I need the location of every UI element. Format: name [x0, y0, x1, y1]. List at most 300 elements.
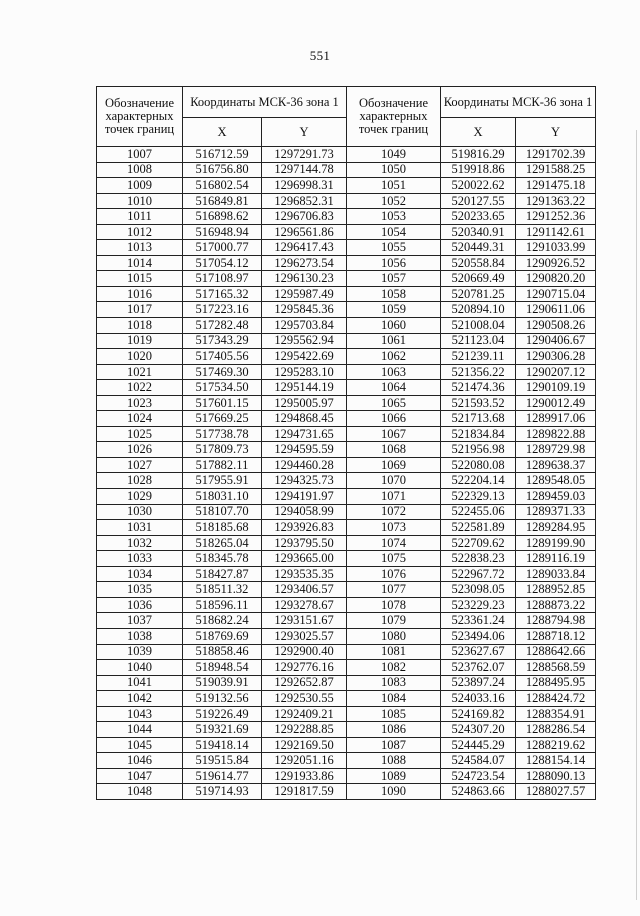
table-row — [347, 333, 596, 349]
x-coordinate-cell: 516849.81 — [183, 193, 262, 209]
point-number-cell: 1026 — [97, 442, 183, 458]
x-coordinate-cell: 521834.84 — [441, 426, 516, 442]
x-coordinate-cell: 519418.14 — [183, 737, 262, 753]
y-coordinate-cell: 1288794.98 — [516, 613, 596, 629]
x-coordinate-cell: 517469.30 — [183, 364, 262, 380]
point-number-cell: 1048 — [97, 784, 183, 800]
y-coordinate-cell: 1290508.26 — [516, 318, 596, 334]
table-row — [97, 286, 347, 302]
x-coordinate-cell: 517809.73 — [183, 442, 262, 458]
y-coordinate-cell: 1289917.06 — [516, 411, 596, 427]
point-number-cell: 1042 — [97, 691, 183, 707]
x-coordinate-cell: 524584.07 — [441, 753, 516, 769]
y-coordinate-cell: 1293926.83 — [262, 520, 347, 536]
x-coordinate-cell: 517738.78 — [183, 426, 262, 442]
table-row — [97, 473, 347, 489]
x-coordinate-cell: 517882.11 — [183, 457, 262, 473]
y-coordinate-cell: 1290207.12 — [516, 364, 596, 380]
point-number-cell: 1086 — [347, 722, 441, 738]
point-number-cell: 1037 — [97, 613, 183, 629]
point-number-cell: 1088 — [347, 753, 441, 769]
y-coordinate-cell: 1288354.91 — [516, 706, 596, 722]
table-row — [97, 691, 347, 707]
x-coordinate-cell: 519321.69 — [183, 722, 262, 738]
coordinates-table-right — [346, 86, 596, 800]
point-number-cell: 1051 — [347, 178, 441, 194]
point-number-cell: 1025 — [97, 426, 183, 442]
table-row — [97, 551, 347, 567]
y-coordinate-cell: 1291702.39 — [516, 147, 596, 163]
y-coordinate-cell: 1294325.73 — [262, 473, 347, 489]
y-coordinate-cell: 1288090.13 — [516, 768, 596, 784]
table-row — [347, 224, 596, 240]
point-number-cell: 1071 — [347, 489, 441, 505]
point-designation-header: Обозначение характерных точек границ — [97, 87, 183, 147]
table-row — [97, 333, 347, 349]
y-coordinate-cell: 1295005.97 — [262, 395, 347, 411]
table-row — [97, 784, 347, 800]
x-coordinate-cell: 522581.89 — [441, 520, 516, 536]
x-coordinate-cell: 520558.84 — [441, 255, 516, 271]
x-coordinate-cell: 517955.91 — [183, 473, 262, 489]
y-coordinate-cell: 1292776.16 — [262, 660, 347, 676]
x-coordinate-cell: 517343.29 — [183, 333, 262, 349]
point-number-cell: 1035 — [97, 582, 183, 598]
x-coordinate-cell: 518682.24 — [183, 613, 262, 629]
table-row — [97, 535, 347, 551]
point-number-cell: 1076 — [347, 566, 441, 582]
table-row — [347, 722, 596, 738]
x-coordinate-cell: 520022.62 — [441, 178, 516, 194]
table-row — [347, 364, 596, 380]
point-number-cell: 1075 — [347, 551, 441, 567]
y-coordinate-cell: 1295283.10 — [262, 364, 347, 380]
y-coordinate-cell: 1295987.49 — [262, 286, 347, 302]
point-number-cell: 1063 — [347, 364, 441, 380]
x-coordinate-cell: 524033.16 — [441, 691, 516, 707]
table-row — [347, 504, 596, 520]
scan-edge-line — [636, 130, 637, 900]
y-coordinate-cell: 1290820.20 — [516, 271, 596, 287]
table-row — [97, 753, 347, 769]
point-number-cell: 1090 — [347, 784, 441, 800]
y-coordinate-cell: 1291033.99 — [516, 240, 596, 256]
x-coordinate-cell: 524445.29 — [441, 737, 516, 753]
point-number-cell: 1012 — [97, 224, 183, 240]
point-number-cell: 1057 — [347, 271, 441, 287]
x-coordinate-cell: 520669.49 — [441, 271, 516, 287]
table-row — [97, 302, 347, 318]
point-number-cell: 1029 — [97, 489, 183, 505]
table-row — [347, 426, 596, 442]
x-coordinate-cell: 519132.56 — [183, 691, 262, 707]
point-number-cell: 1030 — [97, 504, 183, 520]
table-row — [97, 395, 347, 411]
y-coordinate-cell: 1289371.33 — [516, 504, 596, 520]
point-number-cell: 1053 — [347, 209, 441, 225]
table-row — [347, 457, 596, 473]
y-coordinate-cell: 1292051.16 — [262, 753, 347, 769]
table-row — [97, 426, 347, 442]
table-row — [347, 520, 596, 536]
y-coordinate-cell: 1289638.37 — [516, 457, 596, 473]
point-number-cell: 1069 — [347, 457, 441, 473]
coordinates-table-left — [96, 86, 347, 800]
y-coordinate-cell: 1288873.22 — [516, 597, 596, 613]
y-coordinate-cell: 1296130.23 — [262, 271, 347, 287]
y-coordinate-cell: 1290611.06 — [516, 302, 596, 318]
x-coordinate-cell: 519226.49 — [183, 706, 262, 722]
point-number-cell: 1044 — [97, 722, 183, 738]
y-coordinate-cell: 1296561.86 — [262, 224, 347, 240]
table-row — [347, 411, 596, 427]
x-coordinate-cell: 518185.68 — [183, 520, 262, 536]
y-coordinate-cell: 1289116.19 — [516, 551, 596, 567]
table-row — [97, 209, 347, 225]
x-coordinate-cell: 521356.22 — [441, 364, 516, 380]
y-coordinate-cell: 1295144.19 — [262, 380, 347, 396]
point-number-cell: 1060 — [347, 318, 441, 334]
x-coordinate-cell: 522838.23 — [441, 551, 516, 567]
table-row — [347, 147, 596, 163]
table-row — [97, 178, 347, 194]
y-coordinate-cell: 1289284.95 — [516, 520, 596, 536]
point-number-cell: 1084 — [347, 691, 441, 707]
x-coordinate-cell: 523762.07 — [441, 660, 516, 676]
table-row — [347, 271, 596, 287]
y-coordinate-cell: 1297291.73 — [262, 147, 347, 163]
x-coordinate-cell: 518948.54 — [183, 660, 262, 676]
point-number-cell: 1041 — [97, 675, 183, 691]
x-coordinate-cell: 520233.65 — [441, 209, 516, 225]
x-coordinate-cell: 523494.06 — [441, 628, 516, 644]
table-row — [347, 566, 596, 582]
table-row — [347, 691, 596, 707]
table-row — [97, 193, 347, 209]
point-number-cell: 1017 — [97, 302, 183, 318]
point-number-cell: 1073 — [347, 520, 441, 536]
x-coordinate-cell: 519039.91 — [183, 675, 262, 691]
x-coordinate-cell: 516898.62 — [183, 209, 262, 225]
y-coordinate-cell: 1295845.36 — [262, 302, 347, 318]
y-coordinate-cell: 1292530.55 — [262, 691, 347, 707]
y-coordinate-cell: 1288568.59 — [516, 660, 596, 676]
y-column-header: Y — [262, 118, 347, 147]
x-coordinate-cell: 517108.97 — [183, 271, 262, 287]
x-coordinate-cell: 518769.69 — [183, 628, 262, 644]
point-number-cell: 1018 — [97, 318, 183, 334]
y-coordinate-cell: 1295703.84 — [262, 318, 347, 334]
table-row — [97, 255, 347, 271]
point-number-cell: 1064 — [347, 380, 441, 396]
x-coordinate-cell: 518265.04 — [183, 535, 262, 551]
y-coordinate-cell: 1296706.83 — [262, 209, 347, 225]
x-coordinate-cell: 521956.98 — [441, 442, 516, 458]
x-coordinate-cell: 518511.32 — [183, 582, 262, 598]
table-row — [347, 489, 596, 505]
table-row — [347, 395, 596, 411]
table-row — [97, 240, 347, 256]
table-row — [97, 768, 347, 784]
x-coordinate-cell: 521123.04 — [441, 333, 516, 349]
y-coordinate-cell: 1291252.36 — [516, 209, 596, 225]
x-coordinate-cell: 519515.84 — [183, 753, 262, 769]
table-row — [347, 737, 596, 753]
point-number-cell: 1020 — [97, 349, 183, 365]
table-row — [347, 706, 596, 722]
table-row — [347, 535, 596, 551]
y-coordinate-cell: 1291817.59 — [262, 784, 347, 800]
table-row — [97, 349, 347, 365]
y-coordinate-cell: 1297144.78 — [262, 162, 347, 178]
point-designation-header: Обозначение характерных точек границ — [347, 87, 441, 147]
table-row — [347, 255, 596, 271]
point-number-cell: 1045 — [97, 737, 183, 753]
coordinate-system-header: Координаты МСК-36 зона 1 — [183, 87, 347, 118]
table-row — [97, 380, 347, 396]
point-number-cell: 1046 — [97, 753, 183, 769]
y-coordinate-cell: 1291588.25 — [516, 162, 596, 178]
table-row — [97, 271, 347, 287]
point-number-cell: 1085 — [347, 706, 441, 722]
point-number-cell: 1043 — [97, 706, 183, 722]
table-row — [347, 302, 596, 318]
y-coordinate-cell: 1296273.54 — [262, 255, 347, 271]
point-number-cell: 1077 — [347, 582, 441, 598]
y-coordinate-cell: 1289548.05 — [516, 473, 596, 489]
x-coordinate-cell: 520340.91 — [441, 224, 516, 240]
table-row — [347, 380, 596, 396]
point-number-cell: 1049 — [347, 147, 441, 163]
table-row — [347, 209, 596, 225]
x-coordinate-cell: 517000.77 — [183, 240, 262, 256]
table-row — [97, 489, 347, 505]
y-coordinate-cell: 1289729.98 — [516, 442, 596, 458]
point-number-cell: 1039 — [97, 644, 183, 660]
y-coordinate-cell: 1288154.14 — [516, 753, 596, 769]
y-coordinate-cell: 1292288.85 — [262, 722, 347, 738]
y-coordinate-cell: 1288642.66 — [516, 644, 596, 660]
point-number-cell: 1010 — [97, 193, 183, 209]
y-coordinate-cell: 1294460.28 — [262, 457, 347, 473]
x-coordinate-cell: 518858.46 — [183, 644, 262, 660]
table-row — [97, 597, 347, 613]
x-coordinate-cell: 523098.05 — [441, 582, 516, 598]
point-number-cell: 1040 — [97, 660, 183, 676]
x-coordinate-cell: 520449.31 — [441, 240, 516, 256]
x-coordinate-cell: 521008.04 — [441, 318, 516, 334]
point-number-cell: 1080 — [347, 628, 441, 644]
x-coordinate-cell: 520127.55 — [441, 193, 516, 209]
point-number-cell: 1068 — [347, 442, 441, 458]
table-row — [347, 349, 596, 365]
y-coordinate-cell: 1292652.87 — [262, 675, 347, 691]
table-row — [97, 457, 347, 473]
point-number-cell: 1050 — [347, 162, 441, 178]
y-coordinate-cell: 1293278.67 — [262, 597, 347, 613]
point-number-cell: 1078 — [347, 597, 441, 613]
point-number-cell: 1065 — [347, 395, 441, 411]
y-coordinate-cell: 1291933.86 — [262, 768, 347, 784]
y-coordinate-cell: 1288286.54 — [516, 722, 596, 738]
table-row — [347, 286, 596, 302]
x-coordinate-cell: 523229.23 — [441, 597, 516, 613]
point-number-cell: 1082 — [347, 660, 441, 676]
point-number-cell: 1011 — [97, 209, 183, 225]
point-number-cell: 1087 — [347, 737, 441, 753]
x-coordinate-cell: 518596.11 — [183, 597, 262, 613]
point-number-cell: 1083 — [347, 675, 441, 691]
x-coordinate-cell: 524863.66 — [441, 784, 516, 800]
y-coordinate-cell: 1295562.94 — [262, 333, 347, 349]
y-coordinate-cell: 1288424.72 — [516, 691, 596, 707]
point-number-cell: 1067 — [347, 426, 441, 442]
table-row — [347, 473, 596, 489]
x-coordinate-cell: 521713.68 — [441, 411, 516, 427]
y-coordinate-cell: 1292169.50 — [262, 737, 347, 753]
y-coordinate-cell: 1294058.99 — [262, 504, 347, 520]
table-row — [347, 784, 596, 800]
table-row — [347, 597, 596, 613]
point-number-cell: 1009 — [97, 178, 183, 194]
point-number-cell: 1074 — [347, 535, 441, 551]
x-coordinate-cell: 516802.54 — [183, 178, 262, 194]
y-coordinate-cell: 1289033.84 — [516, 566, 596, 582]
y-coordinate-cell: 1290306.28 — [516, 349, 596, 365]
table-row — [97, 147, 347, 163]
y-coordinate-cell: 1296998.31 — [262, 178, 347, 194]
table-row — [97, 675, 347, 691]
y-coordinate-cell: 1289199.90 — [516, 535, 596, 551]
x-coordinate-cell: 517405.56 — [183, 349, 262, 365]
y-coordinate-cell: 1295422.69 — [262, 349, 347, 365]
y-coordinate-cell: 1288495.95 — [516, 675, 596, 691]
y-coordinate-cell: 1290926.52 — [516, 255, 596, 271]
table-row — [347, 162, 596, 178]
y-coordinate-cell: 1293535.35 — [262, 566, 347, 582]
y-coordinate-cell: 1288219.62 — [516, 737, 596, 753]
x-coordinate-cell: 524307.20 — [441, 722, 516, 738]
table-row — [97, 162, 347, 178]
y-coordinate-cell: 1290406.67 — [516, 333, 596, 349]
table-row — [97, 318, 347, 334]
point-number-cell: 1031 — [97, 520, 183, 536]
point-number-cell: 1019 — [97, 333, 183, 349]
x-column-header: X — [183, 118, 262, 147]
y-coordinate-cell: 1292409.21 — [262, 706, 347, 722]
point-number-cell: 1007 — [97, 147, 183, 163]
x-coordinate-cell: 519816.29 — [441, 147, 516, 163]
x-coordinate-cell: 523361.24 — [441, 613, 516, 629]
x-coordinate-cell: 519614.77 — [183, 768, 262, 784]
table-row — [347, 644, 596, 660]
point-number-cell: 1059 — [347, 302, 441, 318]
table-row — [97, 706, 347, 722]
point-number-cell: 1072 — [347, 504, 441, 520]
x-column-header: X — [441, 118, 516, 147]
point-number-cell: 1056 — [347, 255, 441, 271]
x-coordinate-cell: 521474.36 — [441, 380, 516, 396]
x-coordinate-cell: 523897.24 — [441, 675, 516, 691]
point-number-cell: 1032 — [97, 535, 183, 551]
x-coordinate-cell: 524169.82 — [441, 706, 516, 722]
table-row — [347, 551, 596, 567]
table-row — [97, 628, 347, 644]
point-number-cell: 1015 — [97, 271, 183, 287]
table-row — [97, 660, 347, 676]
y-coordinate-cell: 1294731.65 — [262, 426, 347, 442]
y-coordinate-cell: 1293025.57 — [262, 628, 347, 644]
y-coordinate-cell: 1293151.67 — [262, 613, 347, 629]
table-row — [97, 224, 347, 240]
point-number-cell: 1052 — [347, 193, 441, 209]
y-coordinate-cell: 1294595.59 — [262, 442, 347, 458]
x-coordinate-cell: 519714.93 — [183, 784, 262, 800]
y-coordinate-cell: 1293665.00 — [262, 551, 347, 567]
point-number-cell: 1036 — [97, 597, 183, 613]
point-number-cell: 1081 — [347, 644, 441, 660]
x-coordinate-cell: 521593.52 — [441, 395, 516, 411]
point-number-cell: 1022 — [97, 380, 183, 396]
point-number-cell: 1061 — [347, 333, 441, 349]
point-number-cell: 1054 — [347, 224, 441, 240]
point-number-cell: 1016 — [97, 286, 183, 302]
table-row — [347, 240, 596, 256]
table-row — [347, 753, 596, 769]
table-row — [347, 768, 596, 784]
x-coordinate-cell: 522709.62 — [441, 535, 516, 551]
point-number-cell: 1079 — [347, 613, 441, 629]
x-coordinate-cell: 521239.11 — [441, 349, 516, 365]
point-number-cell: 1014 — [97, 255, 183, 271]
y-coordinate-cell: 1291142.61 — [516, 224, 596, 240]
table-row — [97, 644, 347, 660]
point-number-cell: 1013 — [97, 240, 183, 256]
table-row — [347, 318, 596, 334]
table-row — [97, 411, 347, 427]
y-coordinate-cell: 1290109.19 — [516, 380, 596, 396]
y-coordinate-cell: 1296852.31 — [262, 193, 347, 209]
x-coordinate-cell: 519918.86 — [441, 162, 516, 178]
x-coordinate-cell: 518031.10 — [183, 489, 262, 505]
x-coordinate-cell: 518345.78 — [183, 551, 262, 567]
y-column-header: Y — [516, 118, 596, 147]
y-coordinate-cell: 1291475.18 — [516, 178, 596, 194]
x-coordinate-cell: 522455.06 — [441, 504, 516, 520]
point-number-cell: 1066 — [347, 411, 441, 427]
table-row — [347, 675, 596, 691]
point-number-cell: 1034 — [97, 566, 183, 582]
coordinate-system-header: Координаты МСК-36 зона 1 — [441, 87, 596, 118]
table-row — [97, 613, 347, 629]
x-coordinate-cell: 517165.32 — [183, 286, 262, 302]
x-coordinate-cell: 517669.25 — [183, 411, 262, 427]
point-number-cell: 1008 — [97, 162, 183, 178]
y-coordinate-cell: 1289822.88 — [516, 426, 596, 442]
x-coordinate-cell: 522204.14 — [441, 473, 516, 489]
x-coordinate-cell: 516756.80 — [183, 162, 262, 178]
table-row — [97, 504, 347, 520]
table-row — [97, 364, 347, 380]
table-row — [97, 582, 347, 598]
y-coordinate-cell: 1289459.03 — [516, 489, 596, 505]
table-row — [97, 520, 347, 536]
table-row — [97, 722, 347, 738]
point-number-cell: 1038 — [97, 628, 183, 644]
point-number-cell: 1023 — [97, 395, 183, 411]
x-coordinate-cell: 522329.13 — [441, 489, 516, 505]
y-coordinate-cell: 1290715.04 — [516, 286, 596, 302]
